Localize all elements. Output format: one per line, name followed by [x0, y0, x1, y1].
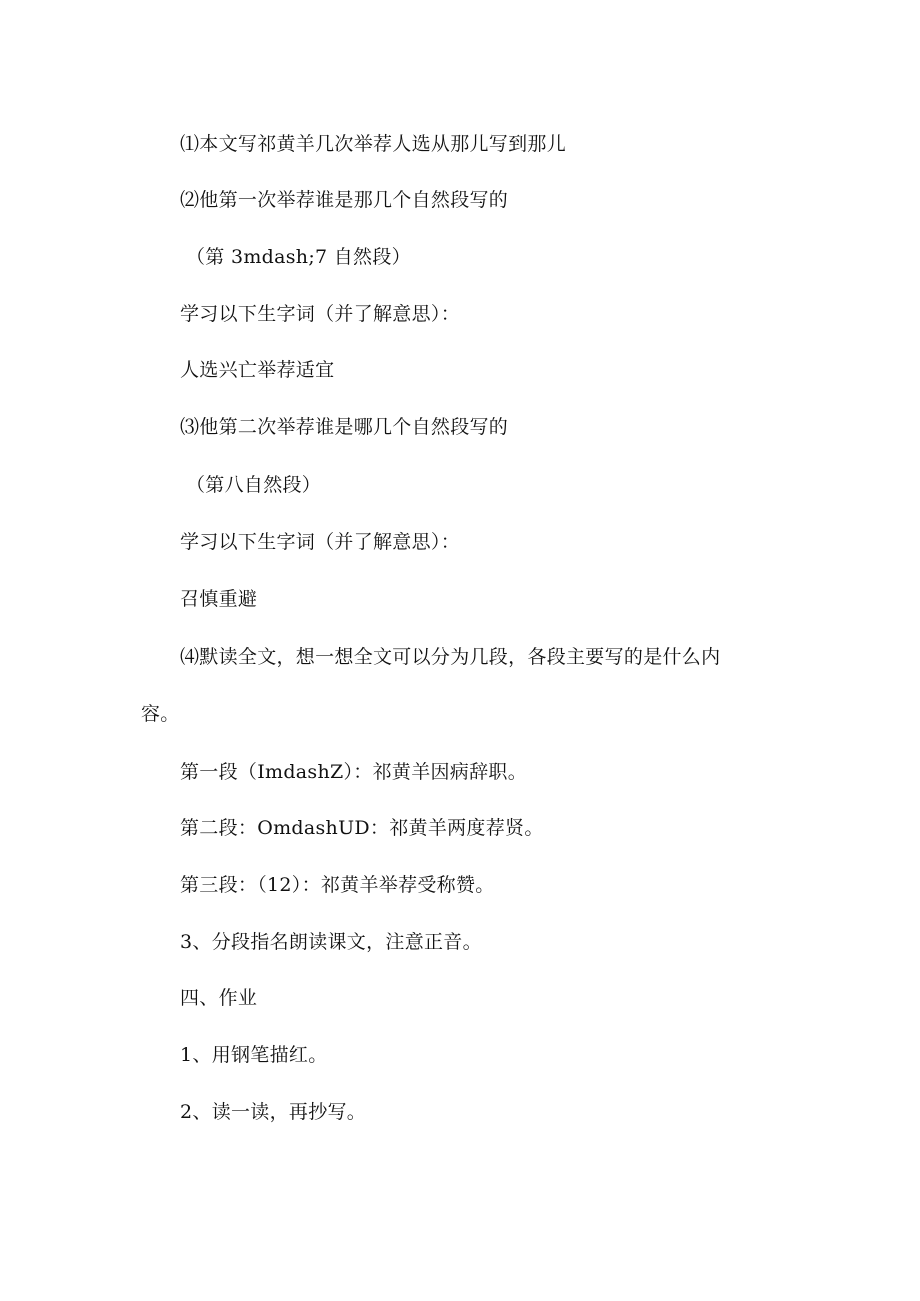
section-1: 第一段（ImdashZ）：祁黄羊因病辞职。 [180, 761, 528, 783]
answer-2: （第 3mdash;7 自然段） [186, 246, 411, 268]
vocab-heading-1: 学习以下生字词（并了解意思）： [180, 303, 461, 325]
section-3: 第三段：（12）：祁黄羊举荐受称赞。 [180, 874, 495, 896]
step-3: 3、分段指名朗读课文，注意正音。 [180, 931, 482, 953]
vocab-list-1: 人选兴亡举荐适宜 [180, 359, 335, 381]
question-3: ⑶他第二次举荐谁是哪几个自然段写的 [180, 416, 509, 438]
homework-item-2: 2、读一读，再抄写。 [180, 1101, 367, 1123]
vocab-list-2: 召慎重避 [180, 588, 258, 610]
question-4: ⑷默读全文，想一想全文可以分为几段，各段主要写的是什么内 [180, 646, 721, 668]
question-2: ⑵他第一次举荐谁是那几个自然段写的 [180, 189, 509, 211]
question-1: ⑴本文写祁黄羊几次举荐人选从那儿写到那儿 [180, 133, 567, 155]
homework-item-1: 1、用钢笔描红。 [180, 1044, 328, 1066]
section-2: 第二段：OmdashUD：祁黄羊两度荐贤。 [180, 817, 544, 839]
homework-heading: 四、作业 [180, 987, 258, 1009]
question-4-continued: 容。 [141, 703, 180, 725]
vocab-heading-2: 学习以下生字词（并了解意思）： [180, 531, 461, 553]
answer-3: （第八自然段） [186, 474, 322, 496]
